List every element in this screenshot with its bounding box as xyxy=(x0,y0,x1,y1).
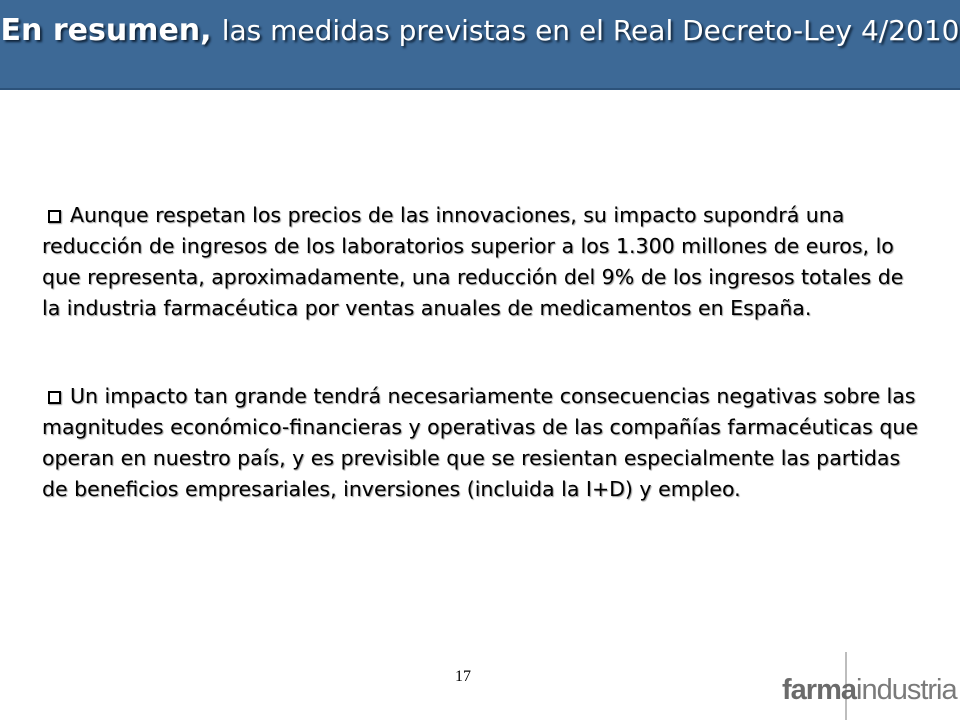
bullet-text: Aunque respetan los precios de las innovaciones, su impacto supondrá una reducción de ingresos de los laboratorios superior a los 1.300 millones de euros, lo que representa, aproximadamente, una reducción del 9% de los ingresos totales de la industria farmacéutica por ventas anuales de medicamentos en España. xyxy=(42,203,904,320)
slide-header xyxy=(0,0,960,90)
slide-title-rest: las medidas previstas en el Real Decreto-Ley 4/2010 xyxy=(221,14,960,47)
slide-title xyxy=(0,10,960,50)
farmaindustria-logo xyxy=(782,652,957,720)
page-number: 17 xyxy=(455,668,471,685)
logo-text-rest: industria xyxy=(856,674,957,706)
slide-title-bold: En resumen, xyxy=(0,13,212,48)
logo-text-bold: farma xyxy=(782,674,856,706)
bullet-item xyxy=(42,200,922,324)
checkbox-square-icon xyxy=(48,210,61,223)
checkbox-square-icon xyxy=(48,391,61,404)
slide-content xyxy=(42,200,922,562)
bullet-item xyxy=(42,381,922,505)
bullet-text: Un impacto tan grande tendrá necesariamente consecuencias negativas sobre las magnitudes económico-financieras y operativas de las compañías farmacéuticas que operan en nuestro país, y es previsible que se resientan especialmente las partidas de beneficios empresariales, inversiones (incluida la I+D) y empleo. xyxy=(42,384,918,501)
logo-text xyxy=(782,674,957,707)
